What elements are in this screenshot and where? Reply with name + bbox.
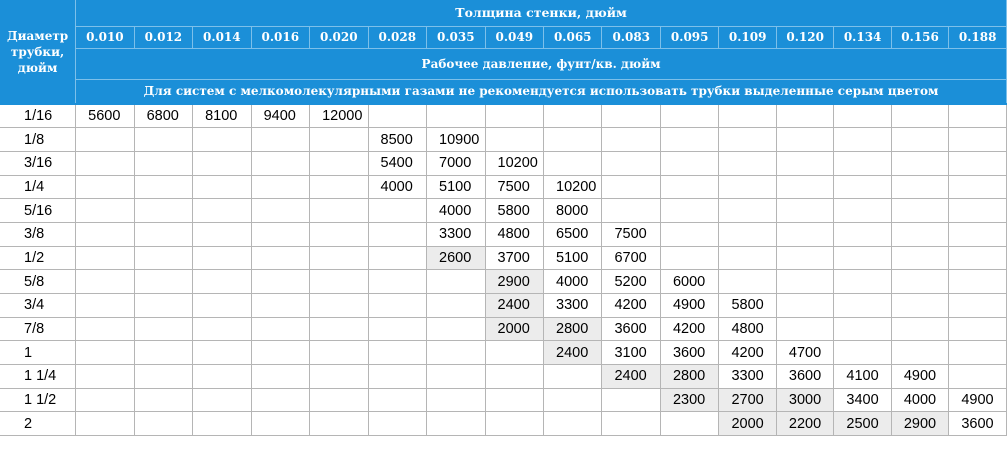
- pressure-cell: 5800: [485, 199, 543, 223]
- pressure-cell: [134, 365, 192, 389]
- pressure-cell: 2000: [485, 317, 543, 341]
- pressure-cell: 6800: [134, 104, 192, 128]
- pressure-cell: 4800: [485, 222, 543, 246]
- pressure-cell: [251, 270, 309, 294]
- pressure-cell: [891, 246, 948, 270]
- thickness-header: 0.134: [834, 26, 891, 48]
- pressure-cell: [310, 128, 368, 152]
- pressure-cell: [660, 151, 718, 175]
- pressure-cell: [368, 199, 426, 223]
- table-row: [0, 151, 1007, 175]
- pressure-cell: 6700: [602, 246, 660, 270]
- pressure-cell: [310, 246, 368, 270]
- table-row: [0, 294, 1007, 318]
- pressure-cell: 3300: [544, 294, 602, 318]
- table-row: [0, 365, 1007, 389]
- pressure-cell: 2400: [602, 365, 660, 389]
- pressure-cell: [485, 365, 543, 389]
- pressure-cell: [602, 388, 660, 412]
- pressure-cell: [134, 246, 192, 270]
- pressure-cell: 3300: [719, 365, 776, 389]
- pressure-cell: [891, 175, 948, 199]
- pressure-cell: 2400: [485, 294, 543, 318]
- pressure-cell: [76, 151, 134, 175]
- pressure-cell: 3600: [660, 341, 718, 365]
- pressure-cell: [193, 341, 251, 365]
- pressure-cell: [776, 317, 833, 341]
- thickness-header: 0.028: [368, 26, 426, 48]
- pressure-cell: 4900: [949, 388, 1007, 412]
- pressure-cell: [251, 175, 309, 199]
- pressure-cell: [949, 199, 1007, 223]
- gas-note: Для систем с мелкомолекулярными газами не рекомендуется использовать трубки выделенные серым цветом: [76, 79, 1007, 104]
- diameter-cell: 1/4: [0, 175, 76, 199]
- pressure-cell: [193, 365, 251, 389]
- pressure-cell: 2500: [834, 412, 891, 436]
- table-row: [0, 128, 1007, 152]
- diameter-cell: 5/8: [0, 270, 76, 294]
- diameter-cell: 7/8: [0, 317, 76, 341]
- thickness-header: 0.065: [544, 26, 602, 48]
- pressure-cell: [134, 294, 192, 318]
- pressure-cell: [76, 199, 134, 223]
- pressure-cell: 2800: [544, 317, 602, 341]
- pressure-cell: 8100: [193, 104, 251, 128]
- thickness-title: Толщина стенки, дюйм: [76, 0, 1007, 26]
- pressure-cell: [891, 341, 948, 365]
- pressure-cell: [891, 222, 948, 246]
- pressure-cell: [193, 151, 251, 175]
- pressure-cell: [310, 365, 368, 389]
- pressure-cell: [368, 104, 426, 128]
- pressure-cell: [251, 222, 309, 246]
- diameter-cell: 1 1/4: [0, 365, 76, 389]
- pressure-cell: [76, 294, 134, 318]
- pressure-cell: [76, 412, 134, 436]
- pressure-cell: 4000: [544, 270, 602, 294]
- pressure-cell: 7500: [602, 222, 660, 246]
- pressure-cell: [949, 222, 1007, 246]
- pressure-cell: [134, 175, 192, 199]
- pressure-cell: [193, 128, 251, 152]
- diameter-cell: 1/2: [0, 246, 76, 270]
- table-row: [0, 175, 1007, 199]
- pressure-cell: [485, 341, 543, 365]
- diameter-cell: 1/8: [0, 128, 76, 152]
- pressure-cell: [310, 270, 368, 294]
- pressure-cell: [427, 270, 485, 294]
- diameter-cell: 2: [0, 412, 76, 436]
- pressure-cell: 12000: [310, 104, 368, 128]
- diameter-cell: 3/4: [0, 294, 76, 318]
- pressure-cell: [834, 151, 891, 175]
- pressure-cell: 2000: [719, 412, 776, 436]
- diameter-cell: 1/16: [0, 104, 76, 128]
- pressure-cell: [310, 294, 368, 318]
- pressure-cell: [544, 128, 602, 152]
- pressure-cell: [834, 104, 891, 128]
- pressure-cell: 10200: [485, 151, 543, 175]
- pressure-cell: [660, 246, 718, 270]
- pressure-cell: [949, 128, 1007, 152]
- pressure-cell: [251, 412, 309, 436]
- pressure-cell: [193, 222, 251, 246]
- pressure-cell: [719, 270, 776, 294]
- diameter-cell: 3/16: [0, 151, 76, 175]
- pressure-cell: 2800: [660, 365, 718, 389]
- pressure-cell: [891, 294, 948, 318]
- pressure-cell: 3700: [485, 246, 543, 270]
- table-row: [0, 104, 1007, 128]
- pressure-cell: [602, 199, 660, 223]
- pressure-cell: [776, 175, 833, 199]
- pressure-cell: 3100: [602, 341, 660, 365]
- pressure-cell: [134, 151, 192, 175]
- pressure-cell: [368, 222, 426, 246]
- pressure-cell: [368, 270, 426, 294]
- diameter-cell: 1: [0, 341, 76, 365]
- pressure-cell: [368, 317, 426, 341]
- pressure-cell: [76, 388, 134, 412]
- pressure-cell: [193, 246, 251, 270]
- pressure-cell: [134, 222, 192, 246]
- pressure-cell: [719, 175, 776, 199]
- table-row: [0, 341, 1007, 365]
- pressure-cell: [949, 151, 1007, 175]
- pressure-cell: 3600: [776, 365, 833, 389]
- pressure-cell: [949, 270, 1007, 294]
- table-row: [0, 317, 1007, 341]
- thickness-header: 0.016: [251, 26, 309, 48]
- pressure-cell: [602, 128, 660, 152]
- pressure-cell: 7500: [485, 175, 543, 199]
- pressure-cell: [891, 270, 948, 294]
- pressure-cell: [776, 151, 833, 175]
- pressure-cell: 6500: [544, 222, 602, 246]
- pressure-cell: [251, 365, 309, 389]
- thickness-header: 0.049: [485, 26, 543, 48]
- pressure-cell: [776, 222, 833, 246]
- pressure-cell: [834, 341, 891, 365]
- pressure-cell: [134, 412, 192, 436]
- pressure-cell: [719, 222, 776, 246]
- pressure-cell: [193, 199, 251, 223]
- pressure-cell: [427, 317, 485, 341]
- pressure-cell: 8500: [368, 128, 426, 152]
- pressure-cell: 4900: [891, 365, 948, 389]
- thickness-header: 0.010: [76, 26, 134, 48]
- pressure-cell: [719, 246, 776, 270]
- pressure-cell: [193, 388, 251, 412]
- pressure-cell: 4100: [834, 365, 891, 389]
- pressure-cell: [76, 222, 134, 246]
- table-body: [0, 104, 1007, 436]
- pressure-cell: [251, 341, 309, 365]
- pressure-cell: [834, 128, 891, 152]
- pressure-cell: [193, 412, 251, 436]
- pressure-cell: [193, 175, 251, 199]
- pressure-cell: [834, 317, 891, 341]
- pressure-cell: [134, 199, 192, 223]
- pressure-cell: [949, 317, 1007, 341]
- pressure-cell: [76, 270, 134, 294]
- pressure-cell: [891, 104, 948, 128]
- pressure-cell: [891, 151, 948, 175]
- pressure-cell: [368, 388, 426, 412]
- pressure-cell: 4200: [660, 317, 718, 341]
- pressure-cell: [660, 199, 718, 223]
- pressure-cell: [660, 128, 718, 152]
- pressure-cell: [368, 341, 426, 365]
- pressure-cell: [251, 317, 309, 341]
- pressure-cell: 2400: [544, 341, 602, 365]
- pressure-cell: 3000: [776, 388, 833, 412]
- pressure-cell: [310, 151, 368, 175]
- pressure-cell: [719, 199, 776, 223]
- pressure-cell: [834, 222, 891, 246]
- pressure-cell: [368, 246, 426, 270]
- pressure-cell: [834, 270, 891, 294]
- pressure-cell: [544, 388, 602, 412]
- thickness-header: 0.035: [427, 26, 485, 48]
- pressure-cell: 2300: [660, 388, 718, 412]
- pressure-cell: 2900: [891, 412, 948, 436]
- thickness-header: 0.188: [949, 26, 1007, 48]
- pressure-cell: 4000: [891, 388, 948, 412]
- pressure-cell: 3400: [834, 388, 891, 412]
- pressure-cell: 2900: [485, 270, 543, 294]
- pressure-cell: [544, 151, 602, 175]
- pressure-cell: 9400: [251, 104, 309, 128]
- diameter-cell: 1 1/2: [0, 388, 76, 412]
- thickness-row: [0, 26, 1007, 48]
- pressure-cell: [949, 341, 1007, 365]
- pressure-cell: [427, 294, 485, 318]
- pressure-cell: 3300: [427, 222, 485, 246]
- pressure-cell: [660, 175, 718, 199]
- pressure-cell: [485, 388, 543, 412]
- pressure-cell: [776, 270, 833, 294]
- pressure-cell: 2200: [776, 412, 833, 436]
- pressure-cell: [427, 365, 485, 389]
- pressure-cell: 4800: [719, 317, 776, 341]
- pressure-cell: [602, 151, 660, 175]
- thickness-header: 0.156: [891, 26, 948, 48]
- pressure-cell: 3600: [949, 412, 1007, 436]
- pressure-cell: [368, 294, 426, 318]
- pressure-cell: [76, 317, 134, 341]
- pressure-cell: 5200: [602, 270, 660, 294]
- pressure-cell: 6000: [660, 270, 718, 294]
- pressure-cell: [251, 294, 309, 318]
- pressure-cell: [310, 222, 368, 246]
- pressure-cell: [949, 365, 1007, 389]
- diameter-cell: 5/16: [0, 199, 76, 223]
- pressure-cell: 4000: [368, 175, 426, 199]
- pressure-cell: [427, 341, 485, 365]
- pressure-cell: [251, 388, 309, 412]
- pressure-cell: [310, 175, 368, 199]
- pressure-cell: [310, 412, 368, 436]
- pressure-cell: [776, 246, 833, 270]
- pressure-cell: [602, 175, 660, 199]
- pressure-cell: [949, 246, 1007, 270]
- pressure-title: Рабочее давление, фунт/кв. дюйм: [76, 48, 1007, 79]
- pressure-cell: [891, 199, 948, 223]
- pressure-cell: 5800: [719, 294, 776, 318]
- pressure-cell: [660, 104, 718, 128]
- table-row: [0, 412, 1007, 436]
- pressure-cell: [949, 175, 1007, 199]
- pressure-cell: [427, 388, 485, 412]
- pressure-cell: [485, 128, 543, 152]
- pressure-cell: 4200: [719, 341, 776, 365]
- pressure-cell: [134, 128, 192, 152]
- pressure-cell: 7000: [427, 151, 485, 175]
- pressure-cell: [776, 294, 833, 318]
- table-row: [0, 388, 1007, 412]
- thickness-header: 0.095: [660, 26, 718, 48]
- pressure-cell: [949, 104, 1007, 128]
- pressure-cell: 2600: [427, 246, 485, 270]
- pressure-cell: [834, 246, 891, 270]
- pressure-cell: [719, 151, 776, 175]
- pressure-cell: [251, 151, 309, 175]
- pressure-cell: [544, 412, 602, 436]
- pressure-cell: [76, 341, 134, 365]
- pressure-cell: [719, 104, 776, 128]
- pressure-cell: [427, 412, 485, 436]
- table-row: [0, 199, 1007, 223]
- pressure-cell: [544, 365, 602, 389]
- pressure-cell: [485, 104, 543, 128]
- pressure-cell: [368, 412, 426, 436]
- pressure-cell: [193, 270, 251, 294]
- pressure-cell: [76, 246, 134, 270]
- pressure-cell: 4700: [776, 341, 833, 365]
- pressure-cell: [719, 128, 776, 152]
- pressure-cell: 4900: [660, 294, 718, 318]
- pressure-cell: [134, 341, 192, 365]
- table-row: [0, 246, 1007, 270]
- pressure-cell: [76, 175, 134, 199]
- pressure-cell: [76, 128, 134, 152]
- pressure-cell: [891, 317, 948, 341]
- table-row: [0, 222, 1007, 246]
- pressure-cell: [134, 388, 192, 412]
- pressure-cell: 3600: [602, 317, 660, 341]
- pressure-cell: [310, 388, 368, 412]
- pressure-cell: [310, 317, 368, 341]
- pressure-cell: 10900: [427, 128, 485, 152]
- pressure-cell: 2700: [719, 388, 776, 412]
- pressure-cell: [485, 412, 543, 436]
- pressure-cell: [834, 294, 891, 318]
- pressure-cell: [834, 175, 891, 199]
- thickness-header: 0.012: [134, 26, 192, 48]
- diameter-column-header: Диаметр трубки, дюйм: [0, 0, 76, 104]
- thickness-header: 0.120: [776, 26, 833, 48]
- pressure-cell: [251, 199, 309, 223]
- thickness-header: 0.014: [193, 26, 251, 48]
- pressure-cell: [76, 365, 134, 389]
- pressure-cell: 4000: [427, 199, 485, 223]
- pressure-cell: [602, 104, 660, 128]
- pressure-cell: 5400: [368, 151, 426, 175]
- pressure-cell: [310, 341, 368, 365]
- pressure-cell: [193, 317, 251, 341]
- thickness-header: 0.083: [602, 26, 660, 48]
- thickness-header: 0.020: [310, 26, 368, 48]
- diameter-cell: 3/8: [0, 222, 76, 246]
- pressure-cell: 4200: [602, 294, 660, 318]
- pressure-cell: [602, 412, 660, 436]
- pressure-cell: 10200: [544, 175, 602, 199]
- pressure-cell: [776, 128, 833, 152]
- pressure-cell: [949, 294, 1007, 318]
- pressure-cell: [834, 199, 891, 223]
- pressure-cell: [134, 317, 192, 341]
- pressure-cell: 8000: [544, 199, 602, 223]
- pressure-cell: [251, 246, 309, 270]
- pressure-cell: [193, 294, 251, 318]
- pressure-cell: 5600: [76, 104, 134, 128]
- pressure-cell: [368, 365, 426, 389]
- pressure-cell: [776, 199, 833, 223]
- pressure-cell: [891, 128, 948, 152]
- pressure-cell: [776, 104, 833, 128]
- pressure-cell: [660, 222, 718, 246]
- pressure-cell: [251, 128, 309, 152]
- pressure-cell: [134, 270, 192, 294]
- thickness-header: 0.109: [719, 26, 776, 48]
- pressure-cell: [427, 104, 485, 128]
- pressure-cell: 5100: [427, 175, 485, 199]
- pressure-cell: [660, 412, 718, 436]
- table-header: [0, 0, 1007, 104]
- pressure-cell: [544, 104, 602, 128]
- pressure-cell: [310, 199, 368, 223]
- table-row: [0, 270, 1007, 294]
- pressure-cell: 5100: [544, 246, 602, 270]
